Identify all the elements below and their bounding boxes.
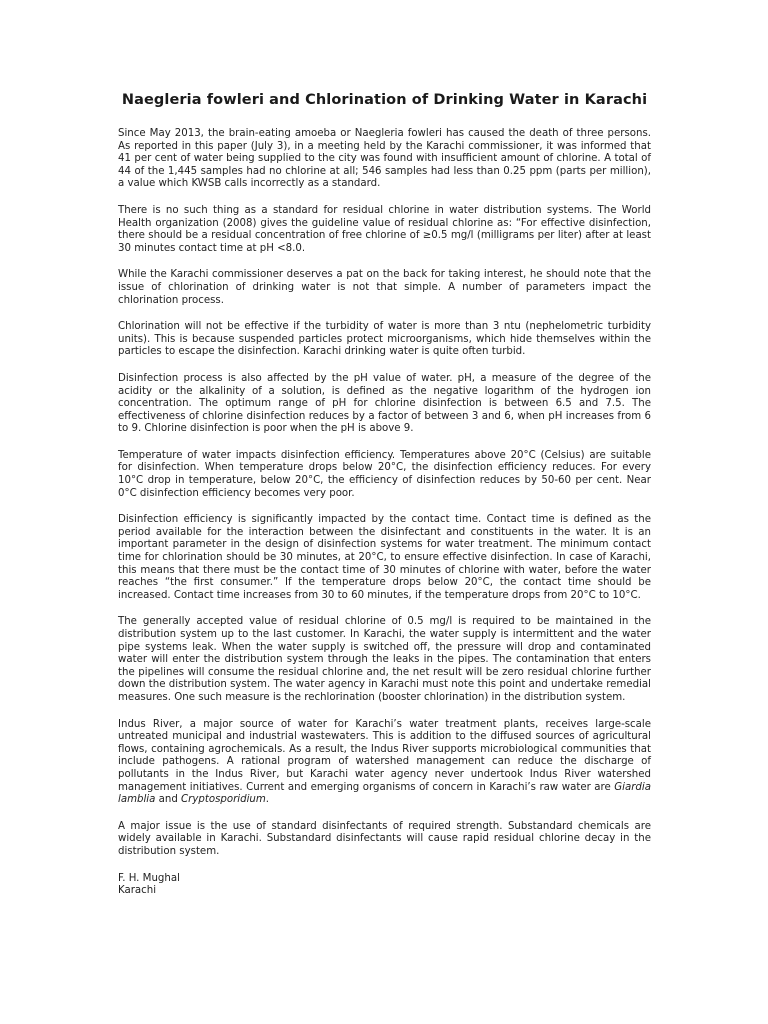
paragraph-turbidity: Chlorination will not be effective if the turbidity of water is more than 3 ntu (nephelometric turbidity units). This is because suspended particles protect microorganisms, which hide themselves within the particles to escape the disinfection. Karachi drinking water is quite often turbid.: [118, 321, 651, 358]
paragraph-intro: Since May 2013, the brain-eating amoeba or Naegleria fowleri has caused the death of three persons. As reported in this paper (July 3), in a meeting held by the Karachi commissioner, it was informed that 41 per cent of water being supplied to the city was found with insufficient amount of chlorine. A total of 44 of the 1,445 samples had no chlorine at all; 546 samples had less than 0.25 ppm (parts per million), a value which KWSB calls incorrectly as a standard.: [118, 128, 651, 190]
paragraph-residual-chlorine: The generally accepted value of residual chlorine of 0.5 mg/l is required to be maintained in the distribution system up to the last customer. In Karachi, the water supply is intermittent and the water pipe systems leak. When the water supply is switched off, the pressure will drop and contaminated water will enter the distribution system through the leaks in the pipes. The contamination that enters the pipelines will consume the residual chlorine and, the net result will be zero residual chlorine further down the distribution system. The water agency in Karachi must note this point and undertake remedial measures. One such measure is the rechlorination (booster chlorination) in the distribution system.: [118, 616, 651, 703]
paragraph-who-guideline: There is no such thing as a standard for residual chlorine in water distribution systems. The World Health organization (2008) gives the guideline value of residual chlorine as: “For effective disinfection, there should be a residual concentration of free chlorine of ≥0.5 mg/l (milligrams per liter) after at least 30 minutes contact time at pH <8.0.: [118, 204, 651, 254]
author-name: F. H. Mughal: [118, 872, 180, 884]
paragraph-commissioner: While the Karachi commissioner deserves a pat on the back for taking interest, he should note that the issue of chlorination of drinking water is not that simple. A number of parameters impact the chlorination process.: [118, 269, 651, 306]
indus-conjunction: and: [158, 794, 178, 806]
organism-giardia: Giardia lamblia: [118, 781, 651, 806]
paragraph-indus-river: [118, 719, 651, 807]
paragraph-temperature: Temperature of water impacts disinfection efficiency. Temperatures above 20°C (Celsius) are suitable for disinfection. When temperature drops below 20°C, the disinfection efficiency reduces. For every 10°C drop in temperature, below 20°C, the efficiency of disinfection reduces by 50-60 per cent. Near 0°C disinfection efficiency becomes very poor.: [118, 449, 651, 499]
indus-end: .: [265, 794, 270, 806]
signature-block: [118, 873, 651, 898]
letter-page: [118, 92, 651, 898]
paragraph-contact-time: Disinfection efficiency is significantly impacted by the contact time. Contact time is defined as the period available for the interaction between the disinfectant and constituents in the water. It is an important parameter in the design of disinfection systems for water treatment. The minimum contact time for chlorination should be 30 minutes, at 20°C, to ensure effective disinfection. In case of Karachi, this means that there must be the contact time of 30 minutes of chlorine with water, before the water reaches “the first consumer.” If the temperature drops below 20°C, the contact time should be increased. Contact time increases from 30 to 60 minutes, if the temperature drops from 20°C to 10°C.: [118, 514, 651, 601]
author-city: Karachi: [118, 885, 157, 897]
paragraph-disinfectants: A major issue is the use of standard disinfectants of required strength. Substandard chemicals are widely available in Karachi. Substandard disinfectants will cause rapid residual chlorine decay in the distribution system.: [118, 820, 651, 857]
paragraph-ph: Disinfection process is also affected by the pH value of water. pH, a measure of the degree of the acidity or the alkalinity of a solution, is defined as the negative logarithm of the hydrogen ion concentration. The optimum range of pH for chlorine disinfection is between 6.5 and 7.5. The effectiveness of chlorine disinfection reduces by a factor of between 3 and 6, when pH increases from 6 to 9. Chlorine disinfection is poor when the pH is above 9.: [118, 372, 651, 435]
indus-text: Indus River, a major source of water for Karachi’s water treatment plants, receives large-scale untreated municipal and industrial wastewaters. This is addition to the diffused sources of agricultural flows, containing agrochemicals. As a result, the Indus River supports microbiological communities that include pathogens. A rational program of watershed management can reduce the discharge of pollutants in the Indus River, but Karachi water agency never undertook Indus River watershed management initiatives. Current and emerging organisms of concern in Karachi’s raw water are: [118, 718, 651, 793]
letter-title: Naegleria fowleri and Chlorination of Drinking Water in Karachi: [121, 92, 648, 108]
organism-cryptosporidium: Cryptosporidium: [181, 794, 266, 806]
